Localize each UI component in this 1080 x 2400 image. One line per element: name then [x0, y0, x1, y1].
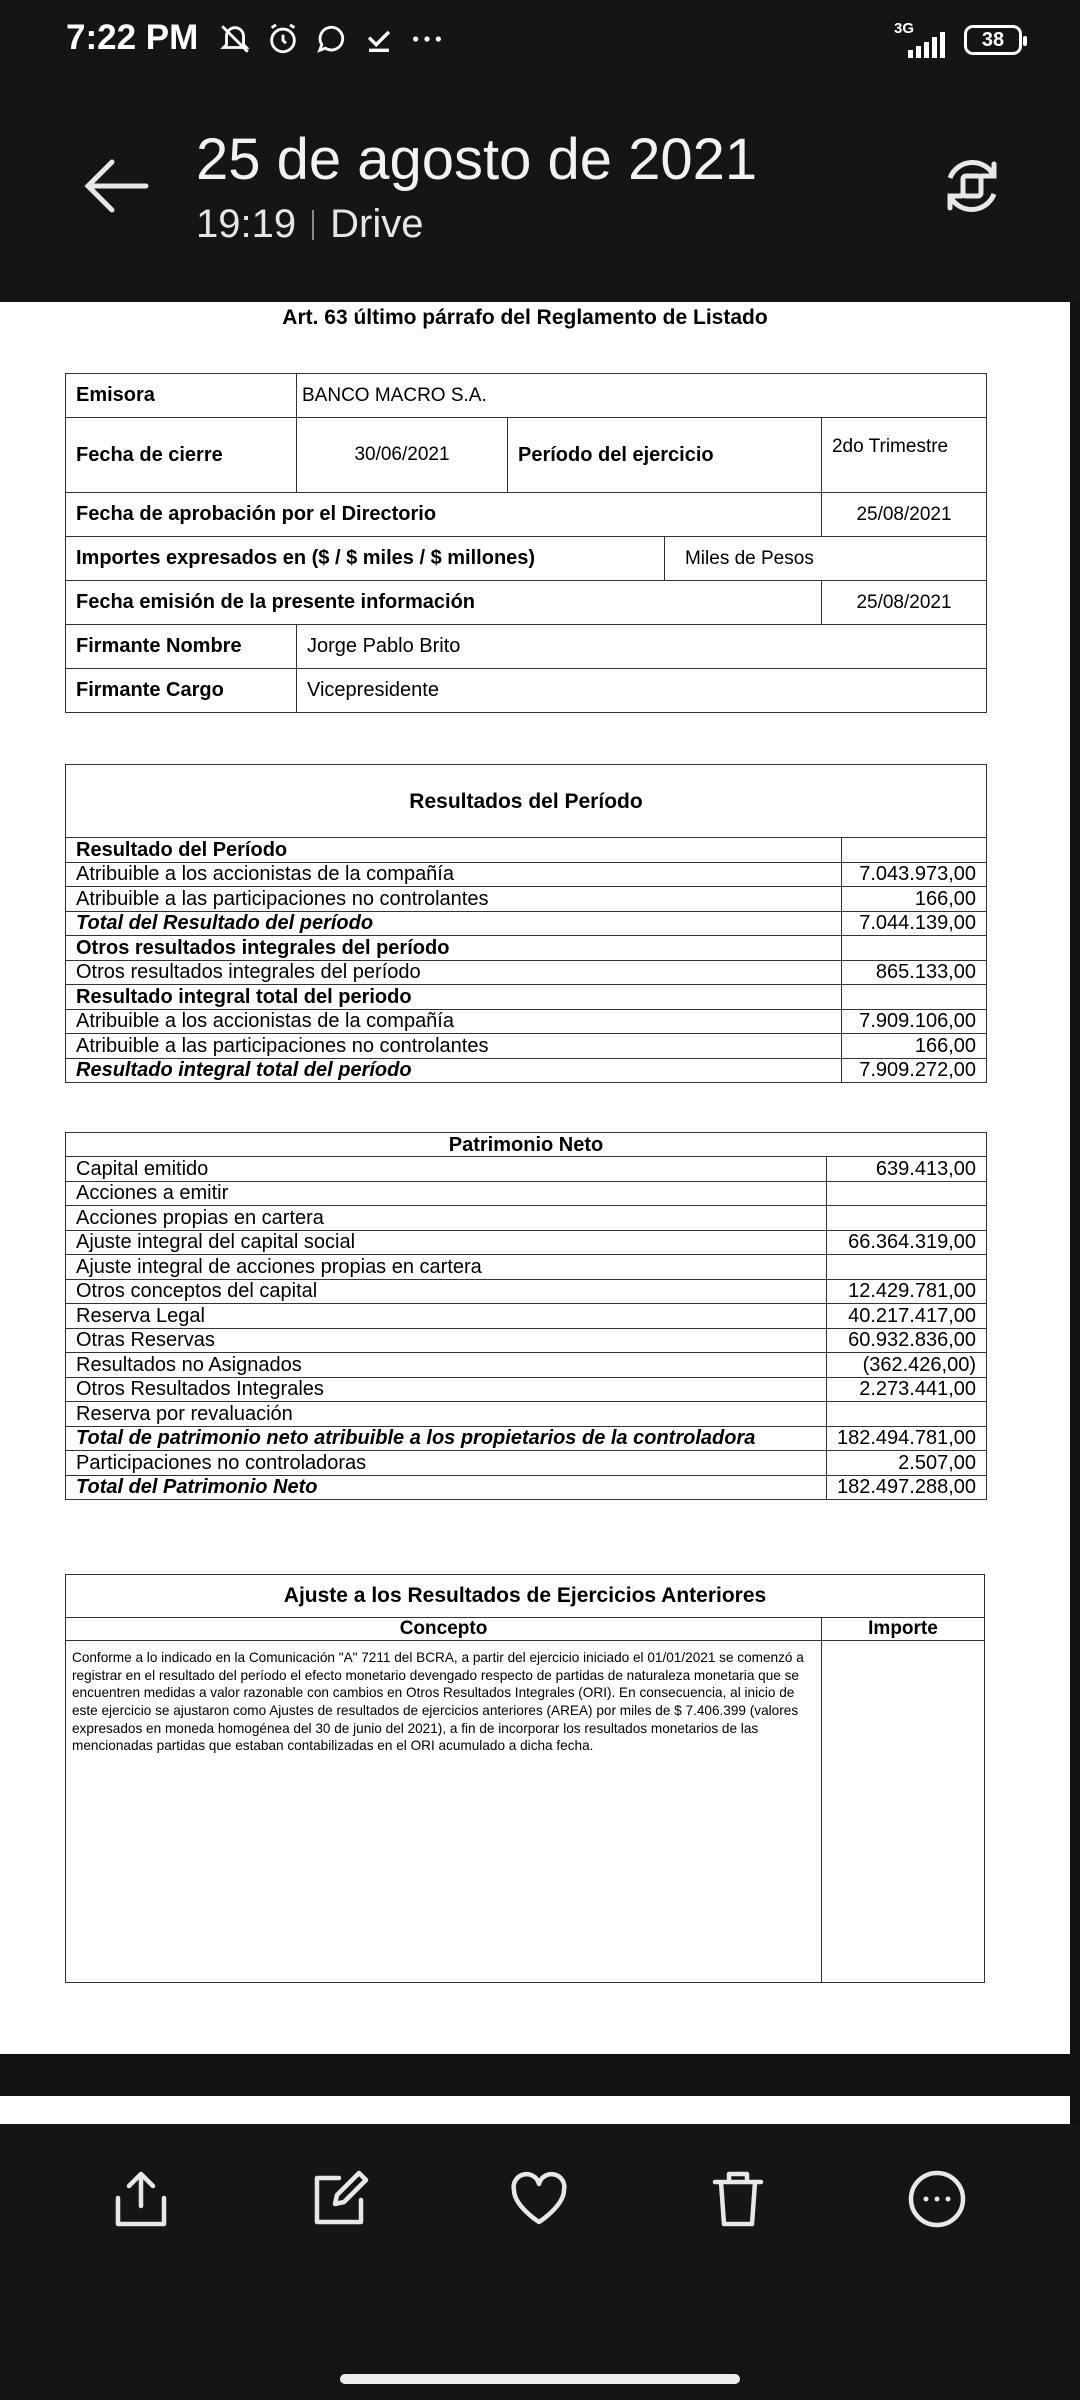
row-label: Total de patrimonio neto atribuible a los propietarios de la controladora — [66, 1426, 827, 1451]
table-row — [66, 1377, 987, 1402]
patrimonio-table — [65, 1132, 987, 1500]
row-label: Atribuible a los accionistas de la compañía — [66, 862, 842, 887]
whatsapp-icon — [314, 22, 348, 56]
rotate-icon[interactable] — [936, 150, 1008, 222]
row-value: 40.217.417,00 — [826, 1304, 986, 1329]
row-value — [826, 1181, 986, 1206]
row-label: Acciones propias en cartera — [66, 1206, 827, 1231]
row-value: 7.043.973,00 — [842, 862, 987, 887]
row-value: 166,00 — [842, 1034, 987, 1059]
row-label: Participaciones no controladoras — [66, 1451, 827, 1476]
row-label: Otros resultados integrales del período — [66, 960, 842, 985]
cell-label: Firmante Cargo — [66, 669, 297, 713]
row-value: 7.909.106,00 — [842, 1009, 987, 1034]
row-label: Capital emitido — [66, 1157, 827, 1182]
row-value: 182.497.288,00 — [826, 1475, 986, 1500]
row-label: Reserva por revaluación — [66, 1402, 827, 1427]
bottom-toolbar — [0, 2124, 1080, 2400]
table-row — [66, 1230, 987, 1255]
row-value — [826, 1255, 986, 1280]
table-row — [66, 1402, 987, 1427]
table-row — [66, 1058, 987, 1083]
table-row — [66, 1304, 987, 1329]
row-label: Otros resultados integrales del período — [66, 936, 842, 961]
row-value: 66.364.319,00 — [826, 1230, 986, 1255]
row-label: Otros Resultados Integrales — [66, 1377, 827, 1402]
row-value: 182.494.781,00 — [826, 1426, 986, 1451]
row-value — [826, 1206, 986, 1231]
row-label: Resultado integral total del periodo — [66, 985, 842, 1010]
row-value — [826, 1402, 986, 1427]
document-image — [0, 302, 1070, 2054]
resultados-title: Resultados del Período — [66, 765, 987, 838]
row-label: Atribuible a las participaciones no controlantes — [66, 887, 842, 912]
cell-label: Emisora — [66, 374, 297, 418]
row-label: Otros conceptos del capital — [66, 1279, 827, 1304]
table-row — [66, 1034, 987, 1059]
row-value: 2.507,00 — [826, 1451, 986, 1476]
photo-subtitle — [196, 202, 423, 247]
row-label: Atribuible a las participaciones no controlantes — [66, 1034, 842, 1059]
patrimonio-title: Patrimonio Neto — [66, 1133, 987, 1157]
edit-icon[interactable] — [309, 2168, 371, 2230]
cell-label: Fecha de aprobación por el Directorio — [66, 493, 822, 537]
cell-label: Importes expresados en ($ / $ miles / $ millones) — [66, 537, 665, 581]
cell-value: 30/06/2021 — [297, 418, 508, 493]
photo-date-title: 25 de agosto de 2021 — [196, 127, 758, 192]
table-row — [66, 985, 987, 1010]
table-row — [66, 887, 987, 912]
row-value: 639.413,00 — [826, 1157, 986, 1182]
row-label: Resultados no Asignados — [66, 1353, 827, 1378]
more-notifications-icon — [410, 22, 444, 56]
table-row — [66, 1426, 987, 1451]
cell-value: 2do Trimestre — [821, 418, 986, 493]
photo-source: Drive — [330, 202, 424, 246]
mute-icon — [218, 22, 252, 56]
row-value: 2.273.441,00 — [826, 1377, 986, 1402]
row-value — [842, 838, 987, 863]
row-value: 865.133,00 — [842, 960, 987, 985]
table-row — [66, 838, 987, 863]
ajuste-title: Ajuste a los Resultados de Ejercicios Anteriores — [66, 1575, 985, 1618]
ajuste-table — [65, 1574, 985, 1983]
table-row — [66, 936, 987, 961]
col-importe: Importe — [822, 1618, 985, 1641]
favorite-icon[interactable] — [508, 2168, 570, 2230]
app-bar — [0, 84, 1080, 302]
status-bar — [0, 0, 1080, 84]
share-icon[interactable] — [110, 2168, 172, 2230]
cell-value: Vicepresidente — [297, 669, 987, 713]
row-value: 7.909.272,00 — [842, 1058, 987, 1083]
notification-icons — [218, 22, 444, 56]
cell-value: 25/08/2021 — [821, 493, 986, 537]
table-row — [66, 1157, 987, 1182]
table-row — [66, 911, 987, 936]
document-title: Art. 63 último párrafo del Reglamento de Listado — [282, 306, 768, 329]
table-row — [66, 1328, 987, 1353]
row-label: Resultado del Período — [66, 838, 842, 863]
ajuste-concepto-text: Conforme a lo indicado en la Comunicación "A" 7211 del BCRA, a partir del ejercicio iniciado el 01/01/2021 se comenzó a registrar en el resultado del período el efecto monetario devengado respecto de partidas de naturaleza monetaria que se encuentren medidas a valor razonable con cambios en Otros Resultados Integrales (ORI). En consecuencia, al inicio de este ejercicio se ajustaron como Ajustes de resultados de ejercicios anteriores (AREA) por miles de $ 7.406.399 (valores expresados en moneda homogénea del 30 de junio del 2021), a fin de incorporar los resultados monetarios de las mencionadas partidas que estaban contabilizadas en el ORI acumulado a dicha fecha. — [66, 1641, 822, 1983]
info-table — [65, 373, 987, 713]
cell-value: Jorge Pablo Brito — [297, 625, 987, 669]
cell-label: Fecha de cierre — [66, 418, 297, 493]
table-row — [66, 1009, 987, 1034]
battery-icon: 38 — [964, 25, 1022, 55]
cell-label: Período del ejercicio — [508, 418, 822, 493]
table-row — [66, 1181, 987, 1206]
cell-value: Miles de Pesos — [664, 537, 986, 581]
signal-icon: 3G — [894, 22, 952, 58]
row-label: Resultado integral total del período — [66, 1058, 842, 1083]
table-row — [66, 862, 987, 887]
row-value: 12.429.781,00 — [826, 1279, 986, 1304]
row-value: 166,00 — [842, 887, 987, 912]
cell-value: BANCO MACRO S.A. — [297, 374, 987, 418]
alarm-icon — [266, 22, 300, 56]
row-label: Ajuste integral del capital social — [66, 1230, 827, 1255]
row-label: Ajuste integral de acciones propias en cartera — [66, 1255, 827, 1280]
home-indicator[interactable] — [340, 2374, 740, 2384]
row-label: Reserva Legal — [66, 1304, 827, 1329]
photo-time: 19:19 — [196, 202, 297, 246]
table-row — [66, 1279, 987, 1304]
delete-icon[interactable] — [707, 2168, 769, 2230]
row-label: Total del Patrimonio Neto — [66, 1475, 827, 1500]
back-arrow-icon[interactable] — [82, 154, 150, 218]
row-value: 7.044.139,00 — [842, 911, 987, 936]
table-row — [66, 1353, 987, 1378]
download-done-icon — [362, 22, 396, 56]
row-value: 60.932.836,00 — [826, 1328, 986, 1353]
table-row — [66, 1475, 987, 1500]
status-time: 7:22 PM — [66, 18, 199, 57]
table-row — [66, 1206, 987, 1231]
cell-label: Fecha emisión de la presente información — [66, 581, 822, 625]
row-value: (362.426,00) — [826, 1353, 986, 1378]
row-value — [842, 936, 987, 961]
table-row — [66, 1451, 987, 1476]
table-row — [66, 1255, 987, 1280]
row-label: Atribuible a los accionistas de la compañía — [66, 1009, 842, 1034]
cell-label: Firmante Nombre — [66, 625, 297, 669]
resultados-table — [65, 764, 987, 1083]
col-concepto: Concepto — [66, 1618, 822, 1641]
ajuste-importe — [822, 1641, 985, 1983]
row-value — [842, 985, 987, 1010]
more-options-icon[interactable] — [906, 2168, 968, 2230]
row-label: Acciones a emitir — [66, 1181, 827, 1206]
row-label: Total del Resultado del período — [66, 911, 842, 936]
table-row — [66, 960, 987, 985]
row-label: Otras Reservas — [66, 1328, 827, 1353]
cell-value: 25/08/2021 — [821, 581, 986, 625]
